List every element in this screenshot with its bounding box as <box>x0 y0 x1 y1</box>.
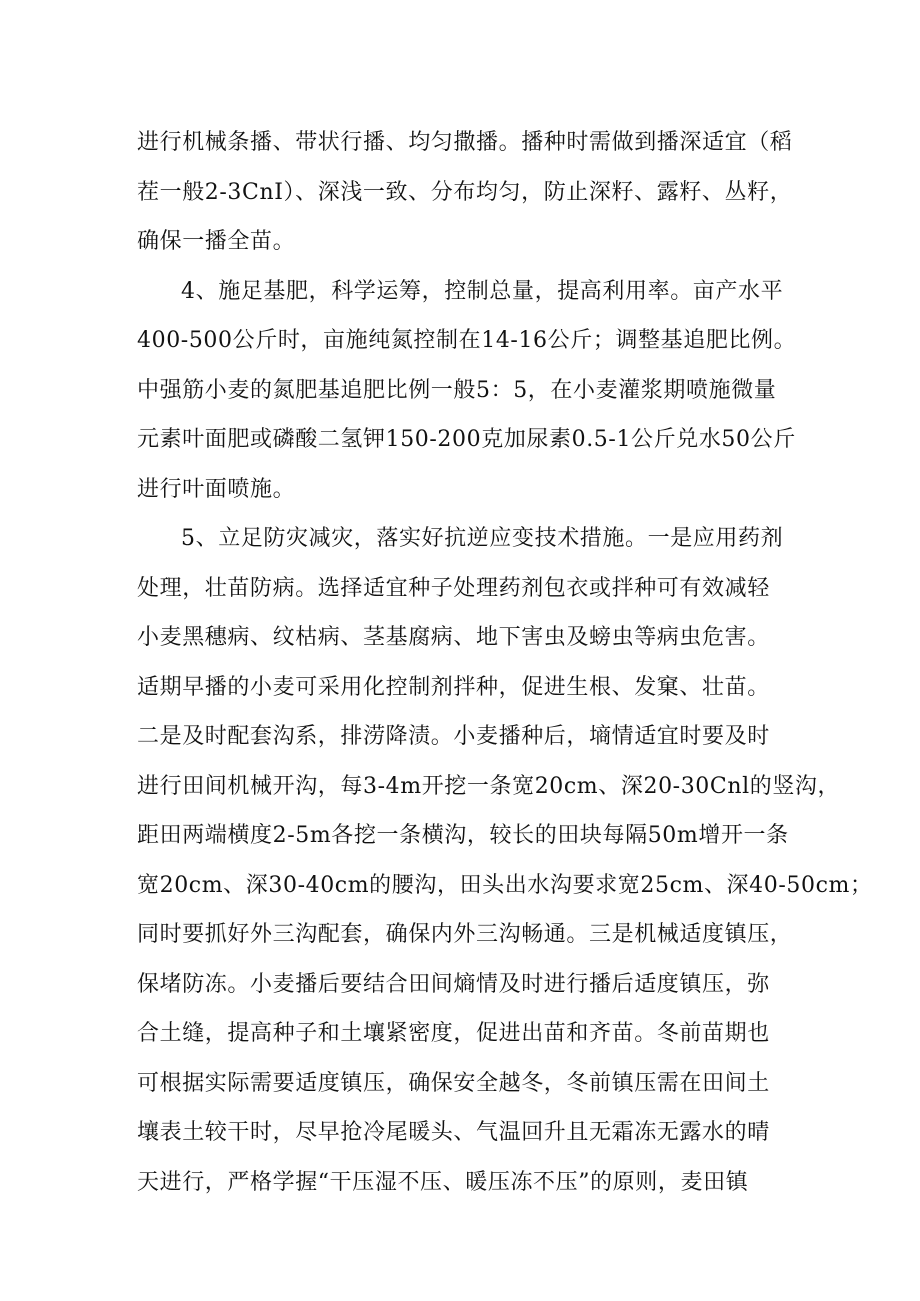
text-line-21: 壤表土较干时，尽早抢冷尾暖头、气温回升且无霜冻无露水的晴 <box>137 1120 770 1145</box>
text-line-12: 适期早播的小麦可采用化控制剂拌种，促进生根、发窠、壮苗。 <box>137 674 770 700</box>
text-line-15: 距田两端横度2-5m各挖一条横沟，较长的田块每隔50m增开一条 <box>137 823 789 848</box>
text-line-8: 进行叶面喷施。 <box>137 476 296 502</box>
paragraph-5-first-line: 5、立足防灾减灾，落实好抗逆应变技术措施。一是应用药剂 <box>181 526 784 551</box>
text-line-17: 同时要抓好外三沟配套，确保内外三沟畅通。三是机械适度镇压， <box>137 922 793 947</box>
text-line-2: 茬一般2-3CnI）、深浅一致、分布均匀，防止深籽、露籽、丛籽， <box>137 179 793 205</box>
text-line-16: 宽20cm、深30-40cm的腰沟，田头出水沟要求宽25cm、深40-50cm； <box>137 872 873 898</box>
text-line-5: 400-500公斤时，亩施纯氮控制在14-16公斤；调整基追肥比例。 <box>137 328 797 353</box>
text-line-10: 处理，壮苗防病。选择适宜种子处理药剂包衣或拌种可有效减轻 <box>137 575 770 601</box>
text-line-20: 可根据实际需要适度镇压，确保安全越冬，冬前镇压需在田间土 <box>137 1070 770 1096</box>
paragraph-4-first-line: 4、施足基肥，科学运筹，控制总量，提高利用率。亩产水平 <box>181 278 784 304</box>
text-line-18: 保堵防冻。小麦播后要结合田间熵情及时进行播后适度镇压，弥 <box>137 971 770 997</box>
text-line-11: 小麦黑穗病、纹枯病、茎基腐病、地下害虫及螃虫等病虫危害。 <box>137 625 770 650</box>
text-line-3: 确保一播全苗。 <box>137 229 296 254</box>
text-line-14: 进行田间机械开沟，每3-4m开挖一条宽20cm、深20-30Cnl的竖沟， <box>137 773 841 799</box>
text-line-6: 中强筋小麦的氮肥基追肥比例一般5：5，在小麦灌浆期喷施微量 <box>137 377 777 403</box>
text-line-13: 二是及时配套沟系，排涝降渍。小麦播种后，墒情适宜时要及时 <box>137 724 770 749</box>
text-line-1: 进行机械条播、带状行播、均匀撒播。播种时需做到播深适宜（稻 <box>137 130 793 155</box>
text-line-7: 元素叶面肥或磷酸二氢钾150-200克加尿素0.5-1公斤兑水50公斤 <box>137 427 796 452</box>
body-text <box>137 118 873 1207</box>
text-line-19: 合土缝，提高种子和土壤紧密度，促进出苗和齐苗。冬前苗期也 <box>137 1021 770 1046</box>
text-line-22: 天进行，严格学握“干压湿不压、暖压冻不压”的原则，麦田镇 <box>137 1169 749 1195</box>
